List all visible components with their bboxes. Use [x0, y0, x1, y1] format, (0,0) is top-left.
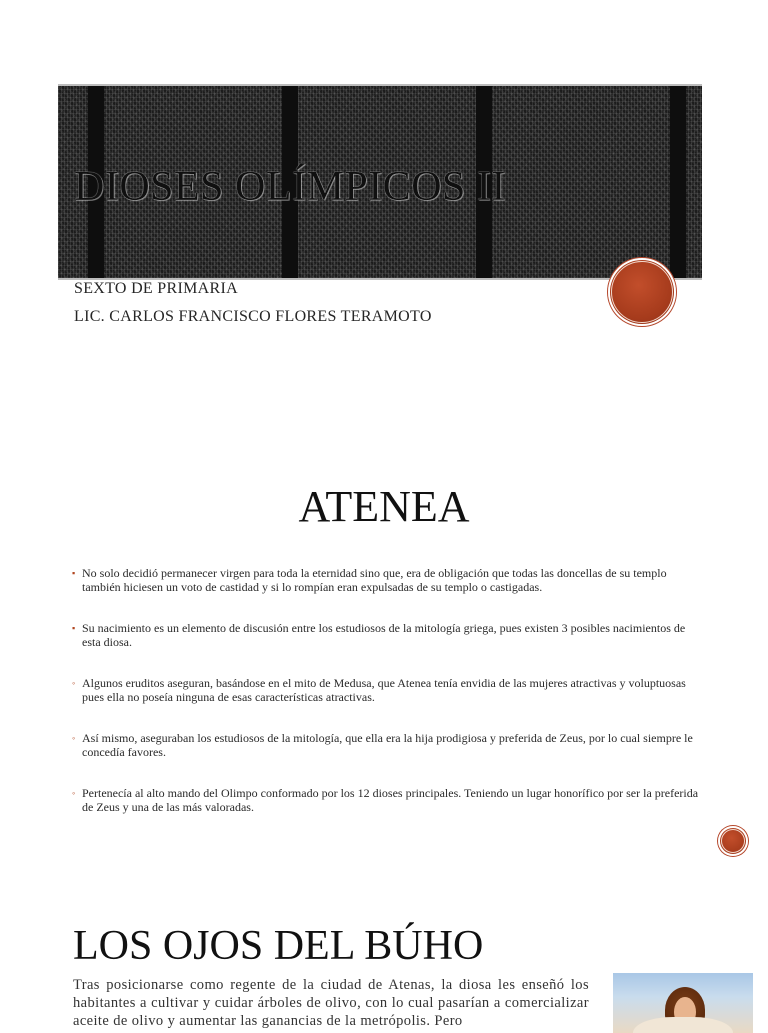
- bullet-item: [72, 622, 702, 649]
- decorative-circle: [608, 258, 676, 326]
- slide-body-text: Tras posicionarse como regente de la ciudad de Atenas, la diosa les enseñó los habitantes a cultivar y cuidar árboles de olivo, con lo cual pasarían a comercializar aceite de olivo y aumentar las ganancias de la metrópolis. Pero: [73, 977, 589, 1029]
- bullet-marker: ◦: [72, 733, 76, 743]
- bullet-text: Algunos eruditos aseguran, basándose en el mito de Medusa, que Atenea tenía envidia de las mujeres atractivas y voluptuosas pues ella no poseía ninguna de esas características atractivas.: [82, 676, 686, 704]
- athena-painting-image: [613, 973, 753, 1033]
- slide-title: LOS OJOS DEL BÚHO: [73, 923, 484, 969]
- grade-subtitle: SEXTO DE PRIMARIA: [74, 280, 238, 297]
- bullet-item: [72, 567, 702, 594]
- bullet-item: [72, 732, 702, 759]
- bullet-item: [72, 677, 702, 704]
- bullet-marker: ◦: [72, 678, 76, 688]
- decorative-circle: [718, 826, 748, 856]
- atenea-slide: [0, 345, 768, 865]
- title-banner: [58, 84, 702, 280]
- slide-title: ATENEA: [298, 482, 470, 531]
- bullet-text: Su nacimiento es un elemento de discusión entre los estudiosos de la mitología griega, pues existen 3 posibles nacimientos de esta diosa.: [82, 621, 686, 649]
- author-subtitle: LIC. CARLOS FRANCISCO FLORES TERAMOTO: [74, 308, 432, 325]
- image-cloth-shape: [633, 1017, 733, 1033]
- bullet-marker: ◦: [72, 788, 76, 798]
- bullet-marker: ▪: [72, 568, 76, 578]
- presentation-title: DIOSES OLÍMPICOS II: [74, 164, 506, 210]
- bullet-text: Así mismo, aseguraban los estudiosos de la mitología, que ella era la hija prodigiosa y preferida de Zeus, por lo cual siempre le concedía favores.: [82, 731, 693, 759]
- bullet-marker: ▪: [72, 623, 76, 633]
- bullet-list: [72, 567, 702, 814]
- owl-eyes-slide: [0, 865, 768, 1029]
- title-slide: [0, 0, 768, 345]
- banner-texture-bar: [670, 86, 686, 278]
- bullet-text: No solo decidió permanecer virgen para toda la eternidad sino que, era de obligación que todas las doncellas de su templo también hiciesen un voto de castidad y si lo rompían eran expulsadas de su templo o castigadas.: [82, 566, 667, 594]
- bullet-item: [72, 787, 702, 814]
- bullet-text: Pertenecía al alto mando del Olimpo conformado por los 12 dioses principales. Teniendo un lugar honorífico por ser la preferida de Zeus y una de las más valoradas.: [82, 786, 699, 814]
